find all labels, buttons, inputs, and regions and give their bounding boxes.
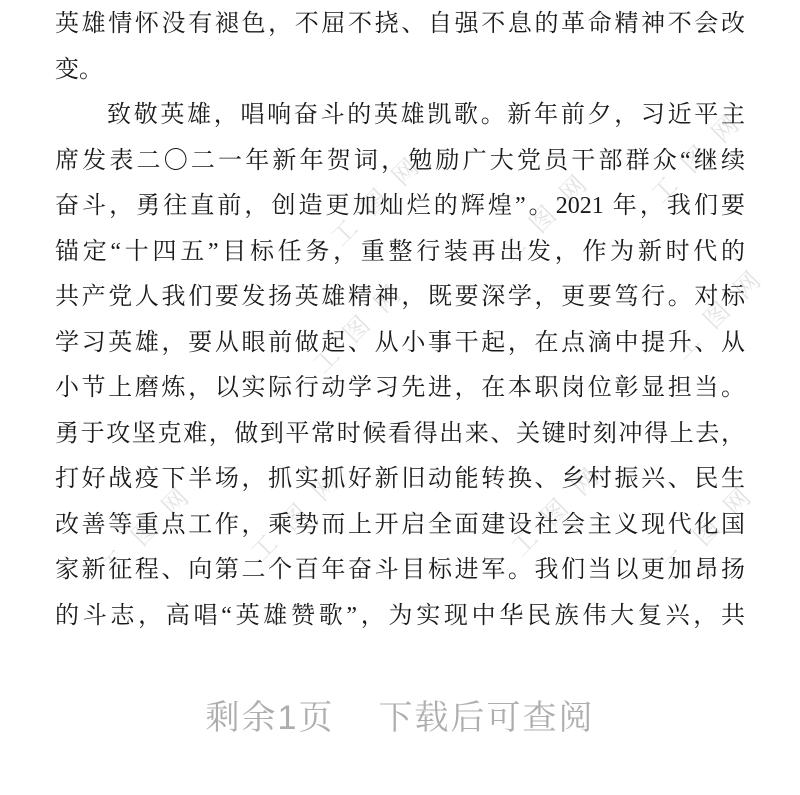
document-line: 的斗志，高唱“英雄赞歌”，为实现中华民族伟大复兴，共 [55,602,745,629]
site-watermark: 工图网 [307,267,419,379]
document-line: 学习英雄，要从眼前做起、从小事干起，在点滴中提升、从 [55,329,745,356]
site-watermark: 工图网 [657,470,769,582]
document-line: 锚定“十四五”目标任务，重整行装再出发，作为新时代的 [55,238,745,265]
site-watermark: 工图网 [95,470,207,582]
site-watermark: 工图网 [667,253,779,365]
document-line: 致敬英雄，唱响奋斗的英雄凯歌。新年前夕，习近平主 [107,102,745,128]
download-hint-label: 下载后可查阅 [378,699,595,737]
document-line: 小节上磨炼，以实际行动学习先进，在本职岗位彰显担当。 [55,375,745,401]
site-watermark: 工图网 [505,450,617,562]
document-line: 打好战疫下半场，抓实抓好新旧动能转换、乡村振兴、民生 [55,466,745,492]
document-line: 共产党人我们要发扬英雄精神，既要深学，更要笃行。对标 [55,284,745,310]
document-line: 变。 [55,56,103,83]
document-line: 席发表二〇二一年新年贺词，勉励广大党员干部群众“继续 [55,147,745,174]
pages-remaining-label: 剩余1页 [205,699,335,737]
document-line: 家新征程、向第二个百年奋斗目标进军。我们当以更加昂扬 [55,557,745,583]
document-line: 改善等重点工作，乘势而上开启全面建设社会主义现代化国 [55,511,745,538]
preview-footer [0,690,800,739]
site-watermark: 工图网 [645,97,757,209]
site-watermark: 工图网 [325,140,437,252]
document-line: 英雄情怀没有褪色，不屈不挠、自强不息的革命精神不会改 [55,11,745,37]
site-watermark: 工图网 [245,455,357,567]
document-line: 勇于攻坚克难，做到平常时候看得出来、关键时刻冲得上去， [55,420,745,447]
document-line: 奋斗，勇往直前，创造更加灿烂的辉煌”。2021 年，我们要 [55,193,745,219]
document-page [55,2,745,639]
site-watermark: 工图网 [493,157,605,269]
